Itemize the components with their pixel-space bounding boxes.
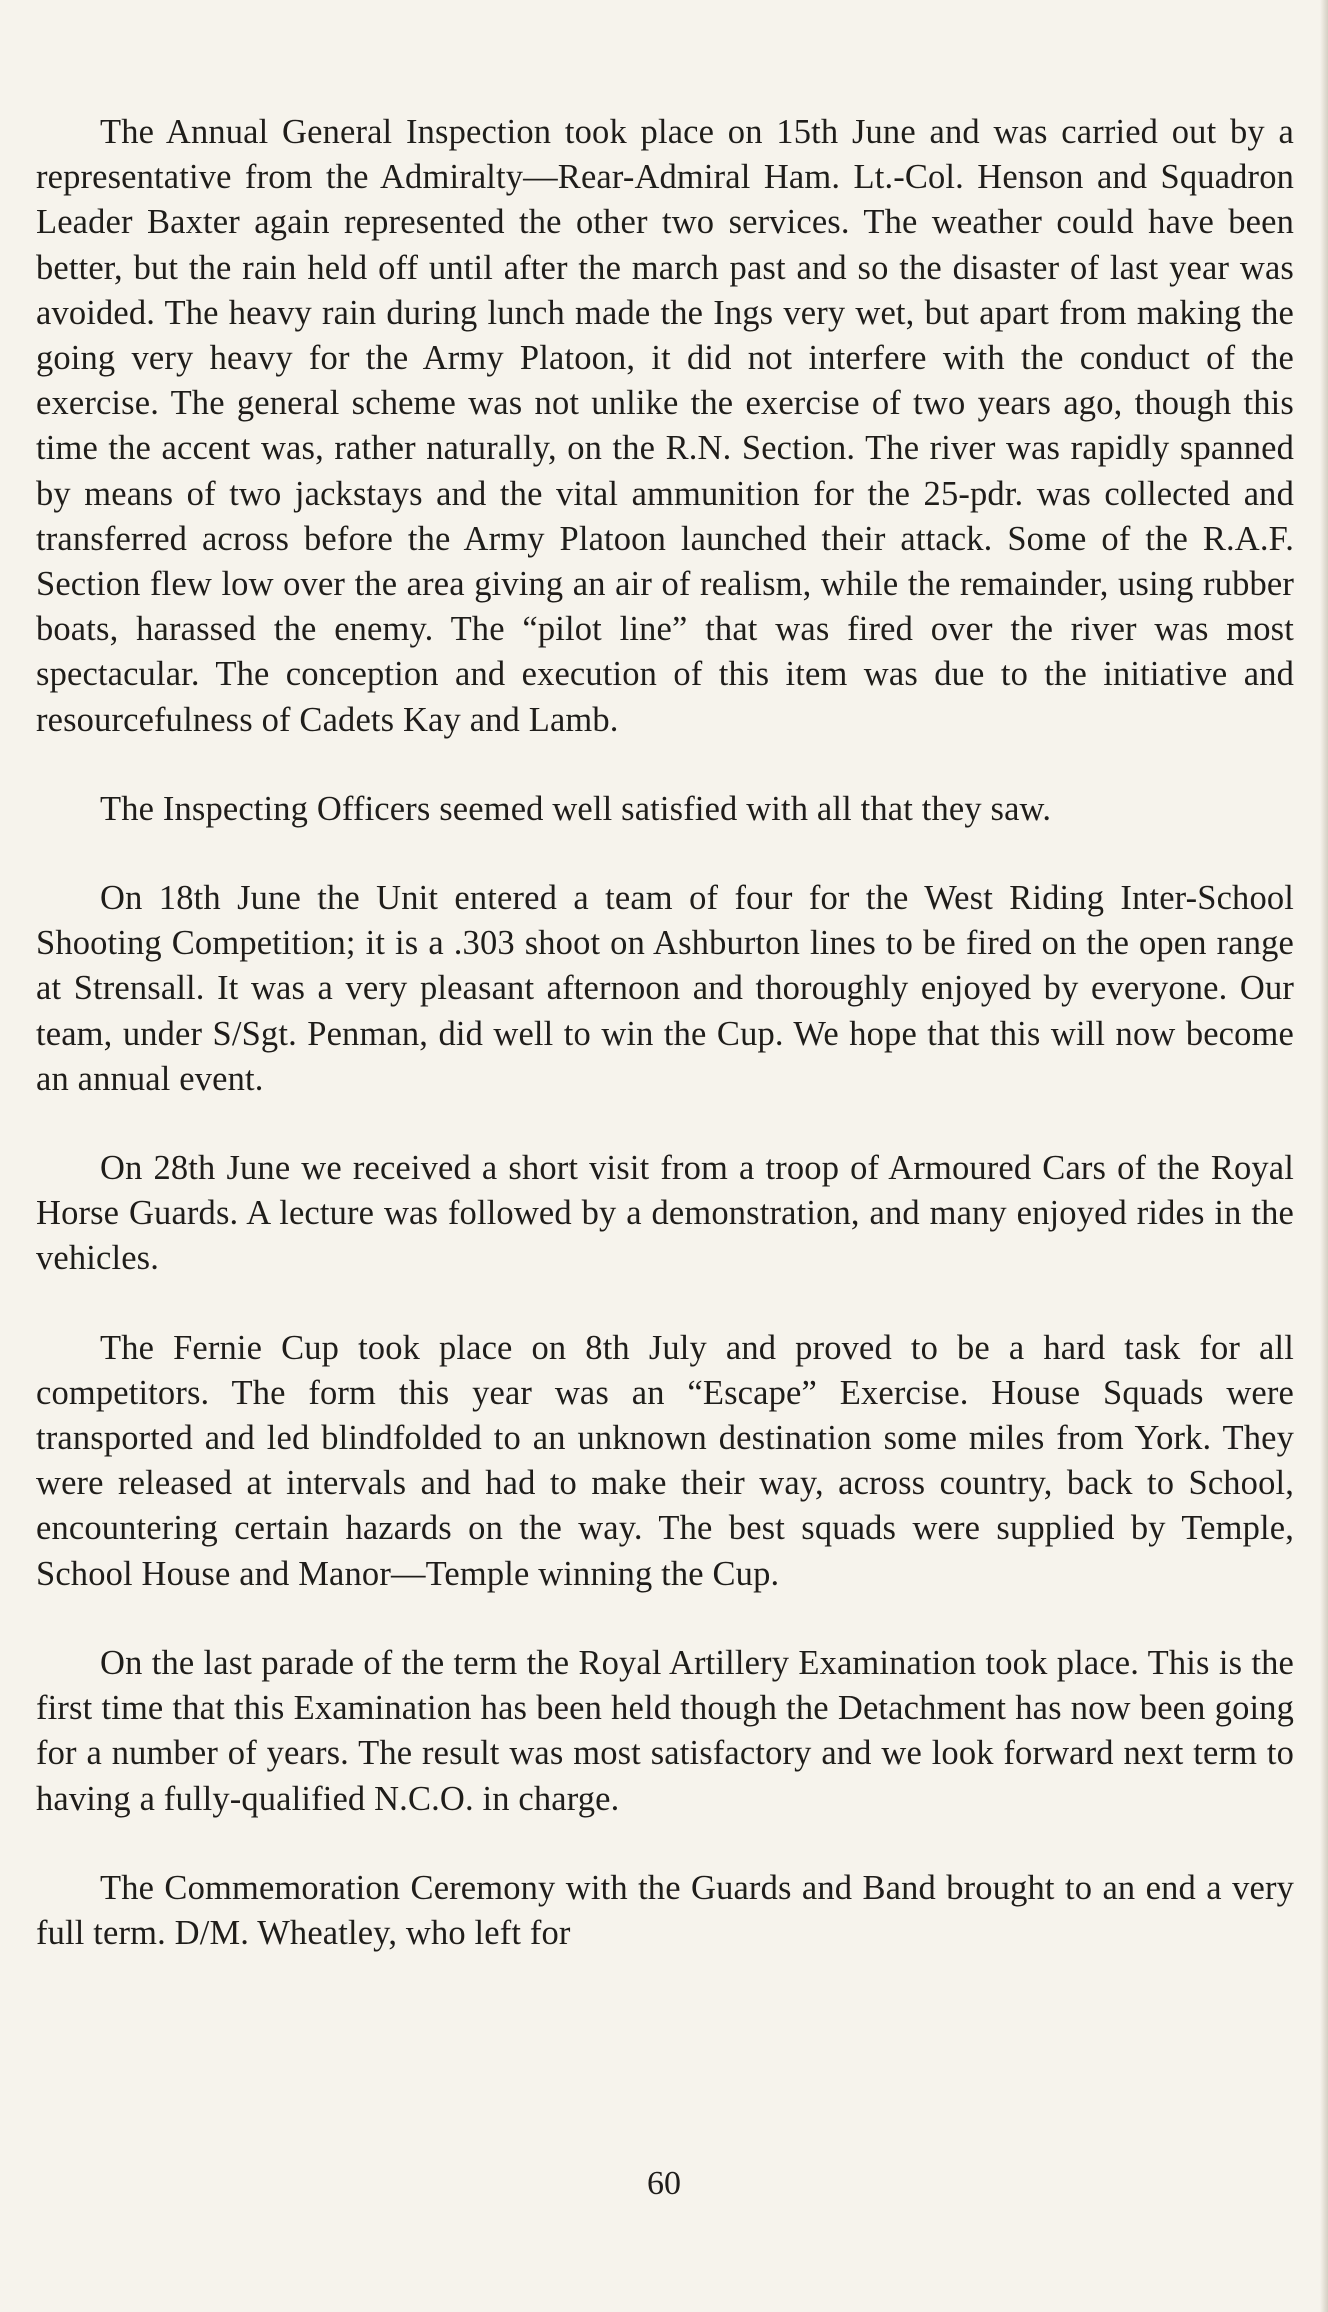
paragraph-commemoration: The Commemoration Ceremony with the Guards and Band brought to an end a very full term. D/M. Wheatley, who left for <box>36 1868 1294 1952</box>
document-body <box>36 110 1294 2000</box>
paragraph-armoured-cars: On 28th June we received a short visit from a troop of Armoured Cars of the Royal Horse Guards. A lecture was followed by a demonstration, and many enjoyed rides in the vehicles. <box>36 1149 1294 1278</box>
paragraph-artillery-examination: On the last parade of the term the Royal Artillery Examination took place. This is the first time that this Examination has been held though the Detachment has now been going for a number of years. The result was most satisfactory and we look forward next term to having a fully-qualified N.C.O. in charge. <box>36 1643 1294 1818</box>
paragraph-fernie-cup: The Fernie Cup took place on 8th July and proved to be a hard task for all competitors. The form this year was an “Escape” Exercise. House Squads were transported and led blindfolded to an unknown destination some miles from York. They were released at intervals and had to make their way, across country, back to School, encountering certain hazards on the way. The best squads were supplied by Temple, School House and Manor—Temple winning the Cup. <box>36 1328 1294 1593</box>
page-number: 60 <box>647 2165 681 2202</box>
page-edge-shadow <box>1320 0 1328 2312</box>
paragraph-shooting-competition: On 18th June the Unit entered a team of four for the West Riding Inter-School Shooting Competition; it is a .303 shoot on Ashburton lines to be fired on the open range at Strensall. It was a very pleasant afternoon and thoroughly enjoyed by everyone. Our team, under S/Sgt. Penman, did well to win the Cup. We hope that this will now become an annual event. <box>36 879 1294 1098</box>
paragraph-inspecting-officers: The Inspecting Officers seemed well satisfied with all that they saw. <box>100 789 1052 828</box>
paragraph-annual-inspection: The Annual General Inspection took place on 15th June and was carried out by a representative from the Admiralty—Rear-Admiral Ham. Lt.-Col. Henson and Squadron Leader Baxter again represented the other two services. The weather could have been better, but the rain held off until after the march past and so the disaster of last year was avoided. The heavy rain during lunch made the Ings very wet, but apart from making the going very heavy for the Army Platoon, it did not interfere with the conduct of the exercise. The general scheme was not unlike the exercise of two years ago, though this time the accent was, rather naturally, on the R.N. Section. The river was rapidly spanned by means of two jackstays and the vital ammunition for the 25-pdr. was collected and transferred across before the Army Platoon launched their attack. Some of the R.A.F. Section flew low over the area giving an air of realism, while the remainder, using rubber boats, harassed the enemy. The “pilot line” that was fired over the river was most spectacular. The conception and execution of this item was due to the initiative and resourcefulness of Cadets Kay and Lamb. <box>36 113 1294 739</box>
